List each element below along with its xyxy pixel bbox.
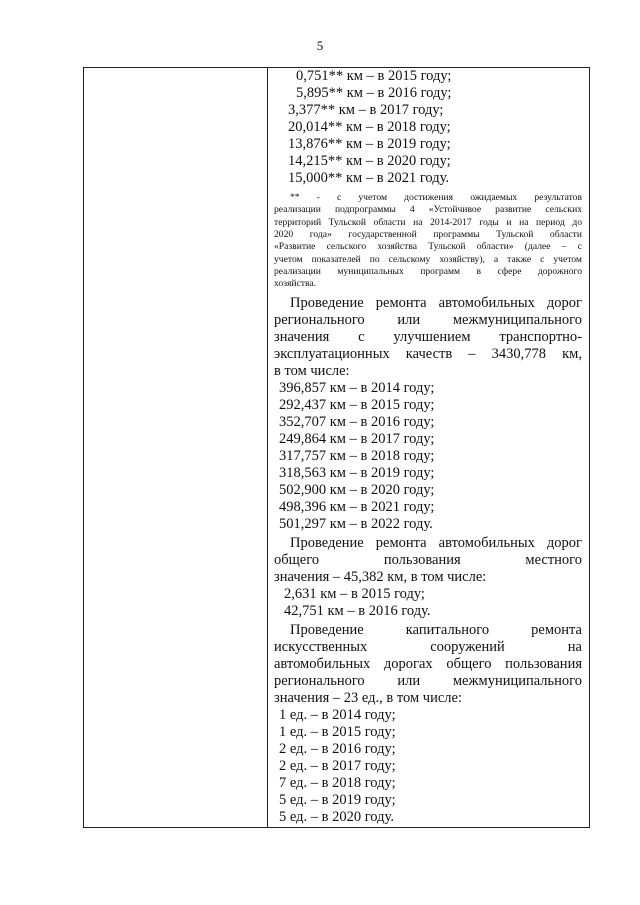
- paragraph-line: регионального или межмуниципального: [274, 673, 582, 689]
- unit-item: 2 ед. – в 2017 году;: [279, 758, 396, 774]
- km-item: 2,631 км – в 2015 году;: [284, 586, 425, 602]
- footnote-line: территорий Тульской области на 2014-2017 годы и на период до: [274, 217, 582, 228]
- paragraph-line: Проведение ремонта автомобильных дорог: [290, 295, 582, 311]
- paragraph-line: эксплуатационных качеств – 3430,778 км,: [274, 346, 582, 362]
- km-item: 5,895** км – в 2016 году;: [296, 85, 452, 101]
- km-item: 292,437 км – в 2015 году;: [279, 397, 435, 413]
- paragraph-line: автомобильных дорогах общего пользования: [274, 656, 582, 672]
- footnote-line: реализации муниципальных программ в сфере дорожного: [274, 266, 582, 277]
- footnote-line: реализации подпрограммы 4 «Устойчивое развитие сельских: [274, 204, 582, 215]
- paragraph-line: Проведение ремонта автомобильных дорог: [290, 535, 582, 551]
- paragraph-line: значения – 45,382 км, в том числе:: [274, 569, 487, 585]
- km-item: 3,377** км – в 2017 году;: [288, 102, 444, 118]
- unit-item: 5 ед. – в 2020 году.: [279, 809, 394, 825]
- unit-item: 1 ед. – в 2015 году;: [279, 724, 396, 740]
- footnote-line: учетом показателей по сельскому хозяйству), а также с учетом: [274, 254, 582, 265]
- paragraph-line: регионального или межмуниципального: [274, 312, 582, 328]
- page-number: 5: [316, 38, 324, 53]
- km-item: 20,014** км – в 2018 году;: [288, 119, 451, 135]
- km-item: 42,751 км – в 2016 году.: [284, 603, 431, 619]
- km-item: 15,000** км – в 2021 году.: [288, 170, 450, 186]
- table-left-cell: [84, 68, 268, 827]
- paragraph-line: значения – 23 ед., в том числе:: [274, 690, 462, 706]
- unit-item: 1 ед. – в 2014 году;: [279, 707, 396, 723]
- footnote-line: «Развитие сельского хозяйства Тульской области» (далее – с: [274, 241, 582, 252]
- km-item: 318,563 км – в 2019 году;: [279, 465, 435, 481]
- km-item: 14,215** км – в 2020 году;: [288, 153, 451, 169]
- km-item: 498,396 км – в 2021 году;: [279, 499, 435, 515]
- unit-item: 7 ед. – в 2018 году;: [279, 775, 396, 791]
- km-item: 352,707 км – в 2016 году;: [279, 414, 435, 430]
- km-item: 0,751** км – в 2015 году;: [296, 68, 452, 84]
- km-item: 249,864 км – в 2017 году;: [279, 431, 435, 447]
- km-item: 396,857 км – в 2014 году;: [279, 380, 435, 396]
- unit-item: 5 ед. – в 2019 году;: [279, 792, 396, 808]
- paragraph-line: Проведение капитального ремонта: [290, 622, 582, 638]
- paragraph-line: искусственных сооружений на: [274, 639, 582, 655]
- km-item: 13,876** км – в 2019 году;: [288, 136, 451, 152]
- footnote-line: хозяйства.: [274, 278, 317, 289]
- paragraph-line: значения с улучшением транспортно-: [274, 329, 582, 345]
- paragraph-line: в том числе:: [274, 363, 350, 379]
- km-item: 317,757 км – в 2018 году;: [279, 448, 435, 464]
- km-item: 502,900 км – в 2020 году;: [279, 482, 435, 498]
- paragraph-line: общего пользования местного: [274, 552, 582, 568]
- footnote-line: 2020 года» государственной программы Тульской области: [274, 229, 582, 240]
- km-item: 501,297 км – в 2022 году.: [279, 516, 433, 532]
- document-table: [83, 67, 590, 828]
- table-right-cell: [268, 68, 589, 827]
- footnote-line: ** - с учетом достижения ожидаемых результатов: [290, 192, 582, 203]
- unit-item: 2 ед. – в 2016 году;: [279, 741, 396, 757]
